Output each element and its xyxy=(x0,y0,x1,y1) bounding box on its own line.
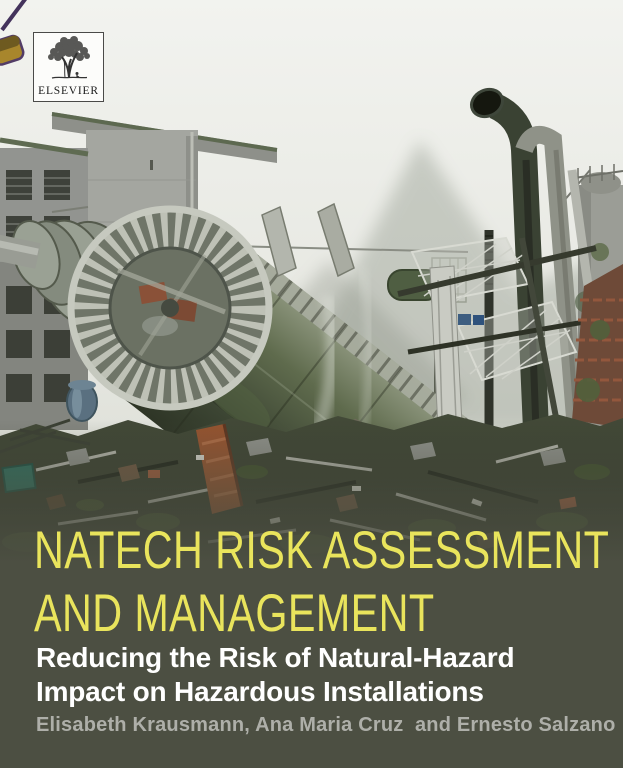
title-line-1: NATECH RISK ASSESSMENT xyxy=(34,521,610,580)
elsevier-tree-icon xyxy=(44,35,94,81)
subtitle-block xyxy=(36,641,514,709)
publisher-name: ELSEVIER xyxy=(38,85,99,97)
elsevier-logo xyxy=(33,32,104,102)
authors-line: Elisabeth Krausmann, Ana Maria Cruz and Ernesto Salzano xyxy=(36,714,616,736)
title-block xyxy=(34,519,623,645)
subtitle-line-2: Impact on Hazardous Installations xyxy=(36,676,484,707)
title-line-2: AND MANAGEMENT xyxy=(34,584,435,643)
tank-end-cap xyxy=(70,208,270,408)
subtitle-line-1: Reducing the Risk of Natural-Hazard xyxy=(36,642,515,673)
